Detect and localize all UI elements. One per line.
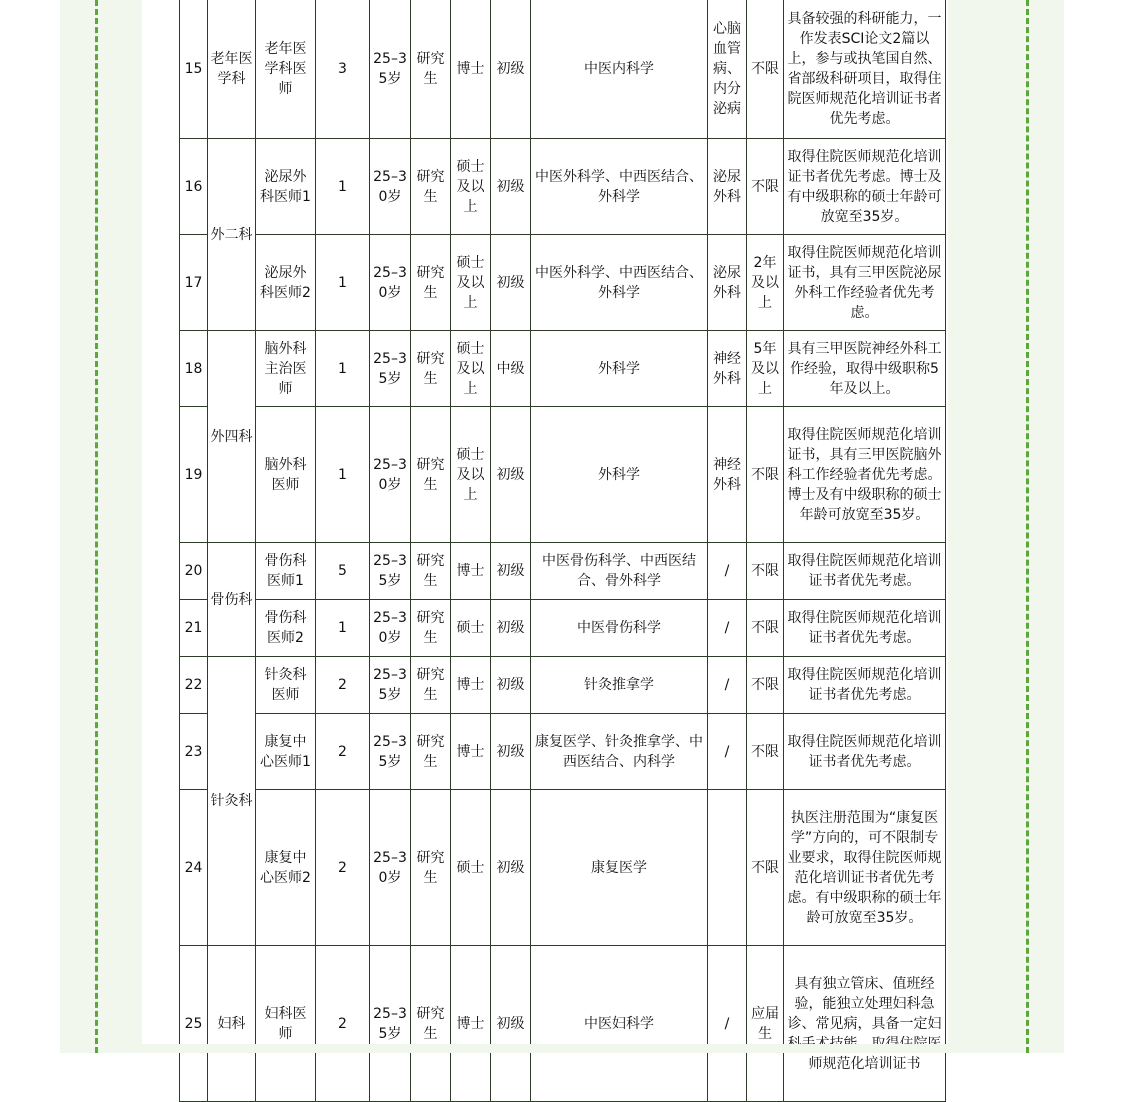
headcount: 2: [316, 946, 370, 1102]
row-number: 25: [180, 946, 208, 1102]
age-range: 25–30岁: [370, 407, 411, 543]
education: 研究生: [411, 543, 451, 600]
major: 中医内科学: [531, 0, 708, 139]
row-number: 17: [180, 235, 208, 331]
experience: 应届生: [747, 946, 784, 1102]
left-dashed-border: [95, 0, 98, 1053]
title-level: 初级: [491, 235, 531, 331]
table-row: [180, 790, 946, 946]
post-name: 泌尿外科医师2: [256, 235, 316, 331]
education: 研究生: [411, 714, 451, 790]
row-number: 16: [180, 139, 208, 235]
age-range: 25–30岁: [370, 790, 411, 946]
table-row: [180, 543, 946, 600]
row-number: 20: [180, 543, 208, 600]
requirements: 具备较强的科研能力，一作发表SCI论文2篇以上，参与或执笔国自然、省部级科研项目，取得住院医师规范化培训证书者优先考虑。: [784, 0, 946, 139]
requirements: 取得住院医师规范化培训证书者优先考虑。: [784, 600, 946, 657]
direction: /: [708, 714, 747, 790]
requirements: 取得住院医师规范化培训证书者优先考虑。博士及有中级职称的硕士年龄可放宽至35岁。: [784, 139, 946, 235]
title-level: 中级: [491, 331, 531, 407]
department: 妇科: [208, 946, 256, 1102]
headcount: 3: [316, 0, 370, 139]
department: 老年医学科: [208, 0, 256, 139]
table-row: [180, 407, 946, 543]
degree: 硕士: [451, 600, 491, 657]
row-number: 18: [180, 331, 208, 407]
table-row: [180, 139, 946, 235]
major: 康复医学: [531, 790, 708, 946]
age-range: 25–35岁: [370, 657, 411, 714]
row-number: 15: [180, 0, 208, 139]
post-name: 老年医学科医师: [256, 0, 316, 139]
post-name: 骨伤科医师2: [256, 600, 316, 657]
direction: [708, 790, 747, 946]
headcount: 2: [316, 790, 370, 946]
experience: 5年及以上: [747, 331, 784, 407]
education: 研究生: [411, 600, 451, 657]
age-range: 25–30岁: [370, 235, 411, 331]
direction: 神经外科: [708, 331, 747, 407]
title-level: 初级: [491, 600, 531, 657]
headcount: 1: [316, 139, 370, 235]
direction: 泌尿外科: [708, 235, 747, 331]
recruitment-table: [179, 0, 946, 1102]
headcount: 5: [316, 543, 370, 600]
education: 研究生: [411, 139, 451, 235]
degree: 博士: [451, 714, 491, 790]
row-number: 22: [180, 657, 208, 714]
degree: 博士: [451, 657, 491, 714]
age-range: 25–30岁: [370, 600, 411, 657]
education: 研究生: [411, 407, 451, 543]
age-range: 25–35岁: [370, 331, 411, 407]
row-number: 24: [180, 790, 208, 946]
education: 研究生: [411, 657, 451, 714]
row-number: 23: [180, 714, 208, 790]
experience: 不限: [747, 714, 784, 790]
degree: 硕士及以上: [451, 331, 491, 407]
requirements: 取得住院医师规范化培训证书，具有三甲医院脑外科工作经验者优先考虑。博士及有中级职称的硕士年龄可放宽至35岁。: [784, 407, 946, 543]
education: 研究生: [411, 331, 451, 407]
requirements: 取得住院医师规范化培训证书者优先考虑。: [784, 714, 946, 790]
age-range: 25–35岁: [370, 714, 411, 790]
experience: 不限: [747, 657, 784, 714]
education: 研究生: [411, 0, 451, 139]
requirements: 执医注册范围为“康复医学”方向的，可不限制专业要求，取得住院医师规范化培训证书者优先考虑。有中级职称的硕士年龄可放宽至35岁。: [784, 790, 946, 946]
major: 中医外科学、中西医结合、外科学: [531, 139, 708, 235]
age-range: 25–35岁: [370, 946, 411, 1102]
headcount: 2: [316, 657, 370, 714]
direction: /: [708, 543, 747, 600]
post-name: 脑外科医师: [256, 407, 316, 543]
degree: 博士: [451, 0, 491, 139]
table-row: [180, 331, 946, 407]
title-level: 初级: [491, 407, 531, 543]
direction: 泌尿外科: [708, 139, 747, 235]
table-row: [180, 600, 946, 657]
post-name: 泌尿外科医师1: [256, 139, 316, 235]
experience: 不限: [747, 0, 784, 139]
page-bottom-edge: [142, 1044, 948, 1053]
title-level: 初级: [491, 790, 531, 946]
experience: 不限: [747, 790, 784, 946]
post-name: 康复中心医师2: [256, 790, 316, 946]
headcount: 2: [316, 714, 370, 790]
major: 针灸推拿学: [531, 657, 708, 714]
experience: 2年及以上: [747, 235, 784, 331]
title-level: 初级: [491, 0, 531, 139]
post-name: 针灸科医师: [256, 657, 316, 714]
requirements: 具有独立管床、值班经验，能独立处理妇科急诊、常见病，具备一定妇 师规范化培训证书: [784, 946, 946, 1102]
degree: 硕士及以上: [451, 235, 491, 331]
major: 外科学: [531, 331, 708, 407]
degree: 硕士及以上: [451, 139, 491, 235]
headcount: 1: [316, 600, 370, 657]
degree: 博士: [451, 543, 491, 600]
major: 中医妇科学: [531, 946, 708, 1102]
experience: 不限: [747, 600, 784, 657]
row-number: 21: [180, 600, 208, 657]
headcount: 1: [316, 407, 370, 543]
department: 外四科: [208, 331, 256, 543]
direction: 神经外科: [708, 407, 747, 543]
department: 外二科: [208, 139, 256, 331]
age-range: 25–35岁: [370, 0, 411, 139]
experience: 不限: [747, 407, 784, 543]
education: 研究生: [411, 790, 451, 946]
table-row: [180, 0, 946, 139]
experience: 不限: [747, 139, 784, 235]
table-row: [180, 657, 946, 714]
table-row: [180, 946, 946, 1102]
education: 研究生: [411, 235, 451, 331]
requirements: 取得住院医师规范化培训证书，具有三甲医院泌尿外科工作经验者优先考虑。: [784, 235, 946, 331]
title-level: 初级: [491, 946, 531, 1102]
headcount: 1: [316, 331, 370, 407]
major: 中医外科学、中西医结合、外科学: [531, 235, 708, 331]
headcount: 1: [316, 235, 370, 331]
department: 针灸科: [208, 657, 256, 946]
table-row: [180, 235, 946, 331]
degree: 博士: [451, 946, 491, 1102]
major: 康复医学、针灸推拿学、中西医结合、内科学: [531, 714, 708, 790]
title-level: 初级: [491, 139, 531, 235]
title-level: 初级: [491, 714, 531, 790]
direction: 心脑血管病、内分泌病: [708, 0, 747, 139]
direction: /: [708, 657, 747, 714]
row-number: 19: [180, 407, 208, 543]
table-row: [180, 714, 946, 790]
direction: /: [708, 600, 747, 657]
post-name: 妇科医师: [256, 946, 316, 1102]
major: 中医骨伤科学、中西医结合、骨外科学: [531, 543, 708, 600]
education: 研究生: [411, 946, 451, 1102]
major: 外科学: [531, 407, 708, 543]
post-name: 康复中心医师1: [256, 714, 316, 790]
requirements: 具有三甲医院神经外科工作经验，取得中级职称5年及以上。: [784, 331, 946, 407]
degree: 硕士及以上: [451, 407, 491, 543]
requirements: 取得住院医师规范化培训证书者优先考虑。: [784, 657, 946, 714]
major: 中医骨伤科学: [531, 600, 708, 657]
experience: 不限: [747, 543, 784, 600]
requirements: 取得住院医师规范化培训证书者优先考虑。: [784, 543, 946, 600]
post-name: 脑外科主治医师: [256, 331, 316, 407]
department: 骨伤科: [208, 543, 256, 657]
age-range: 25–35岁: [370, 543, 411, 600]
title-level: 初级: [491, 657, 531, 714]
post-name: 骨伤科医师1: [256, 543, 316, 600]
direction: /: [708, 946, 747, 1102]
title-level: 初级: [491, 543, 531, 600]
right-dashed-border: [1026, 0, 1029, 1053]
degree: 硕士: [451, 790, 491, 946]
age-range: 25–30岁: [370, 139, 411, 235]
